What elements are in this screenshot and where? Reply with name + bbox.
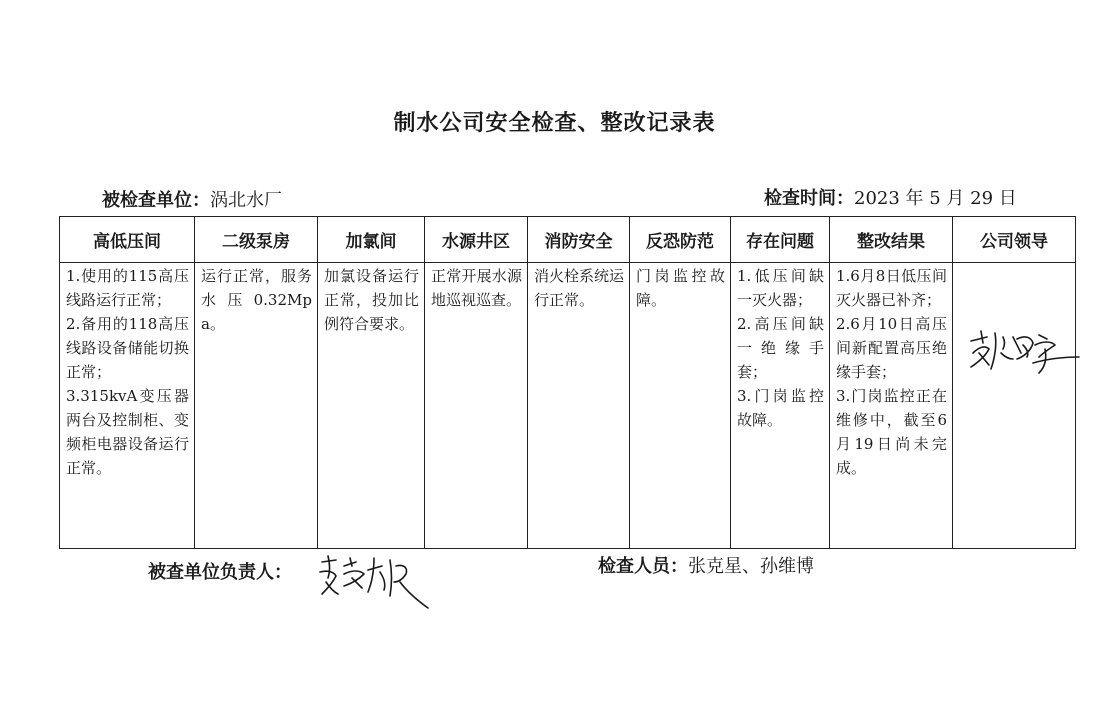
cell-text: 消火栓系统运行正常。 [534, 267, 625, 309]
header-rectification-results: 整改结果 [830, 217, 953, 263]
cell-fire-safety [528, 263, 630, 549]
cell-company-leader [953, 263, 1076, 549]
inspectors [598, 552, 814, 578]
cell-chlorination-room [318, 263, 425, 549]
table-header-row [60, 217, 1076, 263]
cell-existing-problems [731, 263, 830, 549]
inspection-time-value: 2023 年 5 月 29 日 [854, 188, 1017, 209]
header-water-source-well-area: 水源井区 [425, 217, 528, 263]
cell-text: 加氯设备运行正常，投加比例符合要求。 [324, 267, 419, 333]
responsible-person-signature [316, 552, 436, 614]
inspectors-label: 检查人员： [598, 556, 688, 577]
header-secondary-pump-room: 二级泵房 [195, 217, 318, 263]
inspection-time-label: 检查时间： [764, 188, 854, 209]
table-row [60, 263, 1076, 549]
cell-text: 运行正常，服务水压0.32Mpa。 [201, 267, 312, 333]
cell-text: 1.使用的115高压线路运行正常； 2.备用的118高压线路设备储能切换正常； 3.315kvA变压器两台及控制柜、变频柜电器设备运行正常。 [66, 267, 189, 477]
inspection-record-table [59, 216, 1076, 549]
inspected-unit-label: 被检查单位： [102, 190, 210, 211]
responsible-person-label: 被查单位负责人： [148, 562, 292, 583]
header-existing-problems: 存在问题 [731, 217, 830, 263]
cell-text: 1.低压间缺一灭火器； 2.高压间缺一绝缘手套； 3.门岗监控故障。 [737, 267, 824, 429]
leader-signature [961, 323, 1087, 383]
header-high-low-voltage-room: 高低压间 [60, 217, 195, 263]
header-chlorination-room: 加氯间 [318, 217, 425, 263]
cell-rectification-results [830, 263, 953, 549]
responsible-person [148, 558, 292, 584]
header-fire-safety: 消防安全 [528, 217, 630, 263]
cell-water-source-well-area [425, 263, 528, 549]
cell-text: 正常开展水源地巡视巡查。 [431, 267, 522, 309]
cell-text: 门岗监控故障。 [636, 267, 725, 309]
cell-high-low-voltage-room [60, 263, 195, 549]
header-anti-terrorism: 反恐防范 [630, 217, 731, 263]
cell-secondary-pump-room [195, 263, 318, 549]
inspected-unit [102, 186, 282, 212]
inspected-unit-value: 涡北水厂 [210, 190, 282, 211]
header-company-leader: 公司领导 [953, 217, 1076, 263]
cell-text: 1.6月8日低压间灭火器已补齐； 2.6月10日高压间新配置高压绝缘手套； 3.门岗监控正在维修中，截至6月19日尚未完成。 [836, 267, 947, 477]
inspectors-value: 张克星、孙维博 [688, 556, 814, 577]
cell-anti-terrorism [630, 263, 731, 549]
inspection-time [764, 184, 1017, 210]
document-title: 制水公司安全检查、整改记录表 [393, 111, 716, 136]
